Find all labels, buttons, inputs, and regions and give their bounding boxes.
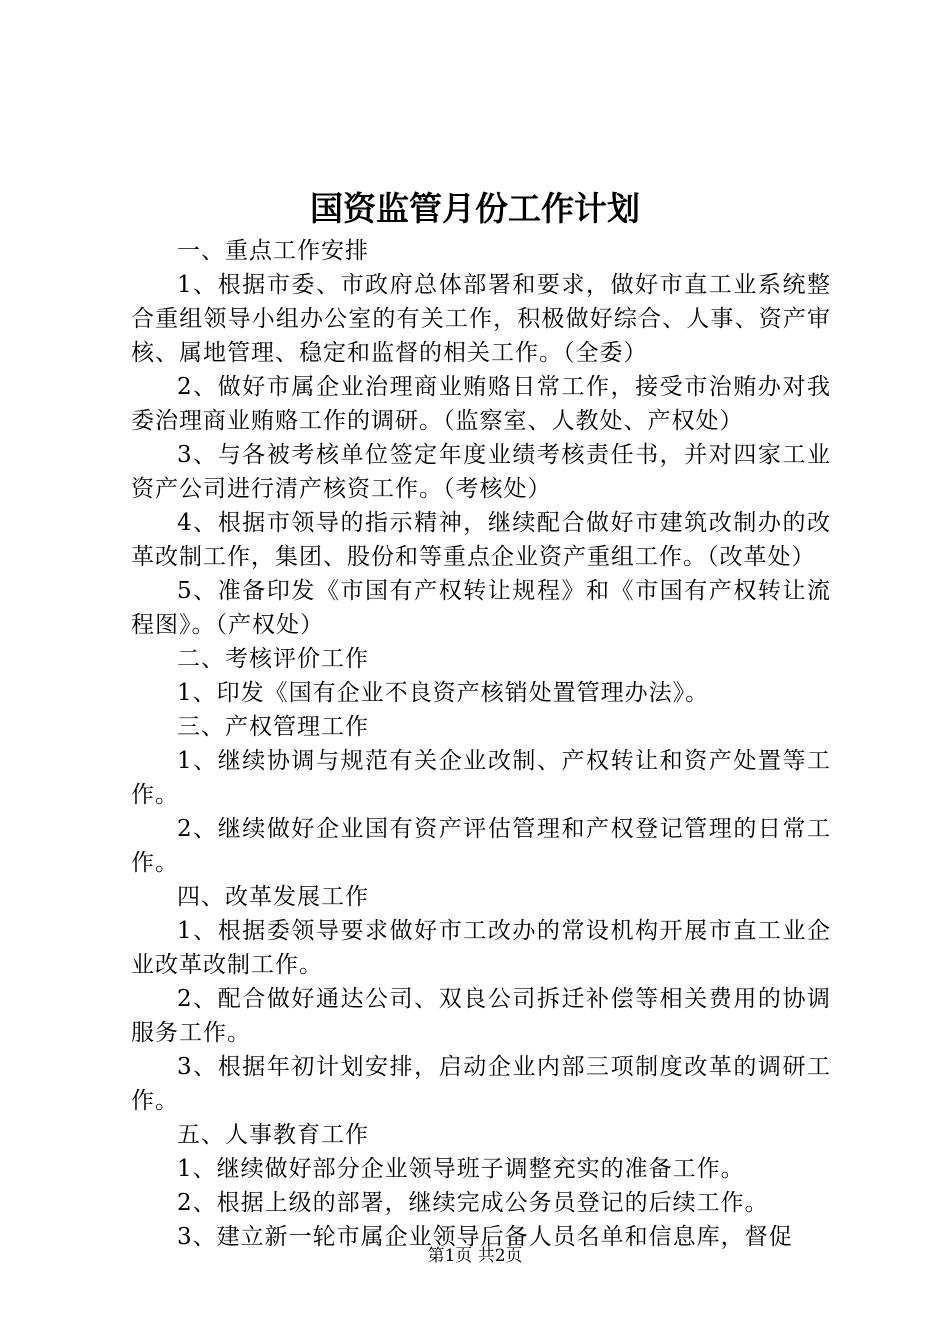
- section-heading: 四、改革发展工作: [177, 884, 369, 910]
- paragraph: 2、做好市属企业治理商业贿赂日常工作，接受市治贿办对我委治理商业贿赂工作的调研。（监察室、人教处、产权处）: [131, 374, 831, 434]
- paragraph: 1、根据市委、市政府总体部署和要求，做好市直工业系统整合重组领导小组办公室的有关工作，积极做好综合、人事、资产审核、属地管理、稳定和监督的相关工作。（全委）: [131, 272, 831, 366]
- document-title: 国资监管月份工作计划: [310, 189, 640, 228]
- document-body: [131, 234, 831, 1254]
- paragraph: 2、配合做好通达公司、双良公司拆迁补偿等相关费用的协调服务工作。: [131, 986, 831, 1046]
- paragraph: 3、根据年初计划安排，启动企业内部三项制度改革的调研工作。: [131, 1054, 831, 1114]
- section-heading: 三、产权管理工作: [177, 714, 369, 740]
- paragraph: 3、与各被考核单位签定年度业绩考核责任书，并对四家工业资产公司进行清产核资工作。（考核处）: [131, 442, 831, 502]
- paragraph: 1、印发《国有企业不良资产核销处置管理办法》。: [177, 680, 710, 706]
- section-heading: 一、重点工作安排: [177, 238, 369, 264]
- section-heading: 二、考核评价工作: [177, 646, 369, 672]
- paragraph: 3、建立新一轮市属企业领导后备人员名单和信息库，督促: [177, 1224, 793, 1250]
- paragraph: 2、根据上级的部署，继续完成公务员登记的后续工作。: [177, 1190, 769, 1216]
- paragraph: 5、准备印发《市国有产权转让规程》和《市国有产权转让流程图》。（产权处）: [131, 578, 831, 638]
- paragraph: 4、根据市领导的指示精神，继续配合做好市建筑改制办的改革改制工作，集团、股份和等重点企业资产重组工作。（改革处）: [131, 510, 831, 570]
- page-footer: 第1页 共2页: [427, 1246, 523, 1266]
- paragraph: 1、继续协调与规范有关企业改制、产权转让和资产处置等工作。: [131, 748, 831, 808]
- section-heading: 五、人事教育工作: [177, 1122, 369, 1148]
- paragraph: 2、继续做好企业国有资产评估管理和产权登记管理的日常工作。: [131, 816, 831, 876]
- paragraph: 1、继续做好部分企业领导班子调整充实的准备工作。: [177, 1156, 745, 1182]
- paragraph: 1、根据委领导要求做好市工改办的常设机构开展市直工业企业改革改制工作。: [131, 918, 831, 978]
